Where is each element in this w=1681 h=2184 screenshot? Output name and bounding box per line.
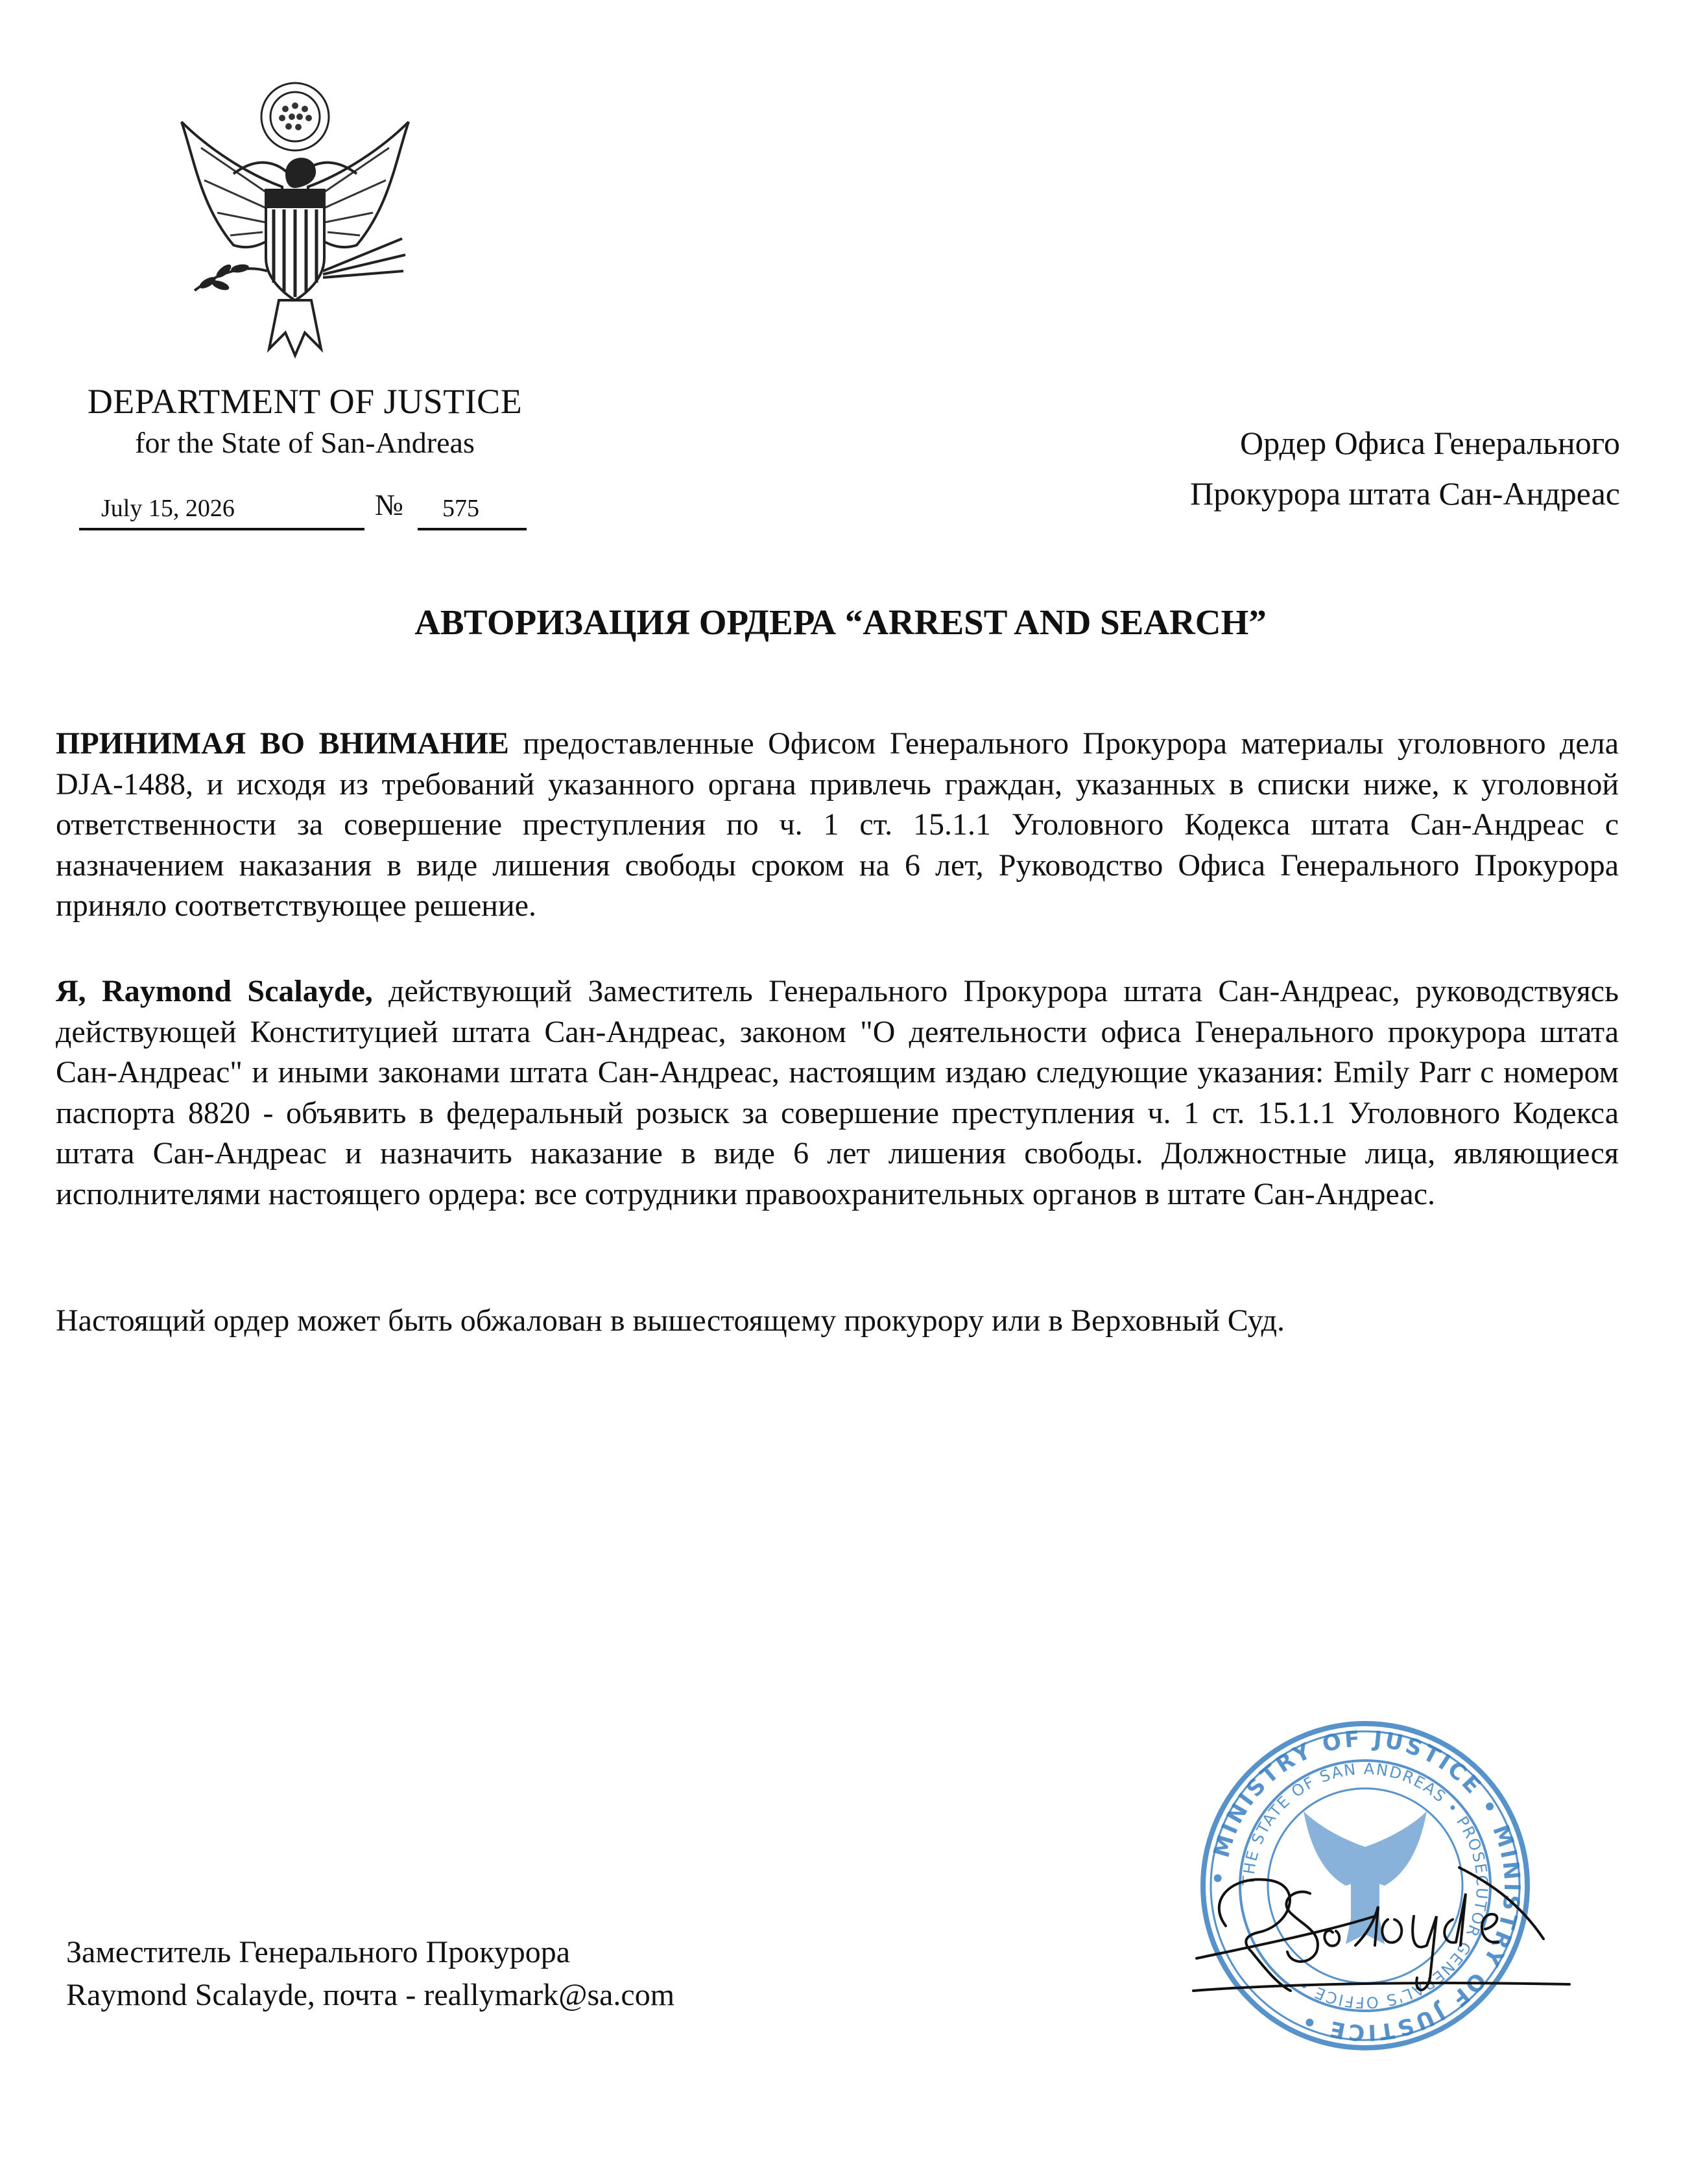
department-subtitle: for the State of San-Andreas bbox=[135, 426, 475, 459]
paragraph-order bbox=[56, 971, 1619, 1215]
document-date: July 15, 2026 bbox=[101, 495, 235, 522]
stamp-inner-text: THE STATE OF SAN ANDREAS • PROSECUTOR GENERAL'S OFFICE • bbox=[1239, 1759, 1492, 2012]
paragraph-lead: ПРИНИМАЯ ВО ВНИМАНИЕ bbox=[56, 726, 509, 761]
document-number: 575 bbox=[442, 495, 479, 522]
department-name: DEPARTMENT OF JUSTICE bbox=[87, 382, 523, 421]
paragraph-whereas bbox=[56, 724, 1619, 927]
paragraph-lead: Я, Raymond Scalayde, bbox=[56, 974, 373, 1008]
paragraph-text: предоставленные Офисом Генерального Прокурора материалы уголовного дела DJA-1488, и исходя из требований указанного органа привлечь граждан, указанных в списки ниже, к уголовной ответственности за совершение преступления по ч. 1 ст. 15.1.1 Уголовного Кодекса штата Сан-Андреас с назначением наказания в виде лишения свободы сроком на 6 лет, Руководство Офиса Генерального Прокурора приняло соответствующее решение. bbox=[56, 726, 1619, 923]
document-number-field bbox=[418, 493, 527, 530]
eagle-tail bbox=[269, 300, 321, 355]
paragraph-appeal: Настоящий ордер может быть обжалован в вышестоящему прокурору или в Верховный Суд. bbox=[56, 1303, 1285, 1338]
paragraph-text: действующий Заместитель Генерального Прокурора штата Сан-Андреас, руководствуясь действующей Конституцией штата Сан-Андреас, законом "О деятельности офиса Генерального прокурора штата Сан-Андреас" и иными законами штата Сан-Андреас, настоящим издаю следующие указания: Emily Parr с номером паспорта 8820 - объявить в федеральный розыск за совершение преступления ч. 1 ст. 15.1.1 Уголовного Кодекса штата Сан-Андреас и назначить наказание в виде 6 лет лишения свободы. Должностные лица, являющиеся исполнителями настоящего ордера: все сотрудники правоохранительных органов в штате Сан-Андреас. bbox=[56, 974, 1619, 1211]
signatory-position: Заместитель Генерального Прокурора bbox=[66, 1935, 571, 1969]
eagle-head bbox=[285, 158, 316, 188]
arrows bbox=[323, 239, 405, 278]
document-date-field bbox=[79, 493, 364, 530]
document-title: АВТОРИЗАЦИЯ ОРДЕРА “ARREST AND SEARCH” bbox=[414, 602, 1267, 642]
stamp-outer-text: • MINISTRY OF JUSTICE • MINISTRY OF JUSTICE • bbox=[1205, 1726, 1525, 2046]
handwritten-signature bbox=[1180, 1855, 1589, 2017]
department-emblem bbox=[156, 77, 435, 362]
number-sign: № bbox=[375, 488, 403, 521]
order-heading-line1: Ордер Офиса Генерального bbox=[1240, 425, 1620, 461]
order-heading-line2: Прокурора штата Сан-Андреас bbox=[1190, 475, 1620, 512]
signatory-name: Raymond Scalayde, почта - reallymark@sa.com bbox=[66, 1978, 675, 2012]
